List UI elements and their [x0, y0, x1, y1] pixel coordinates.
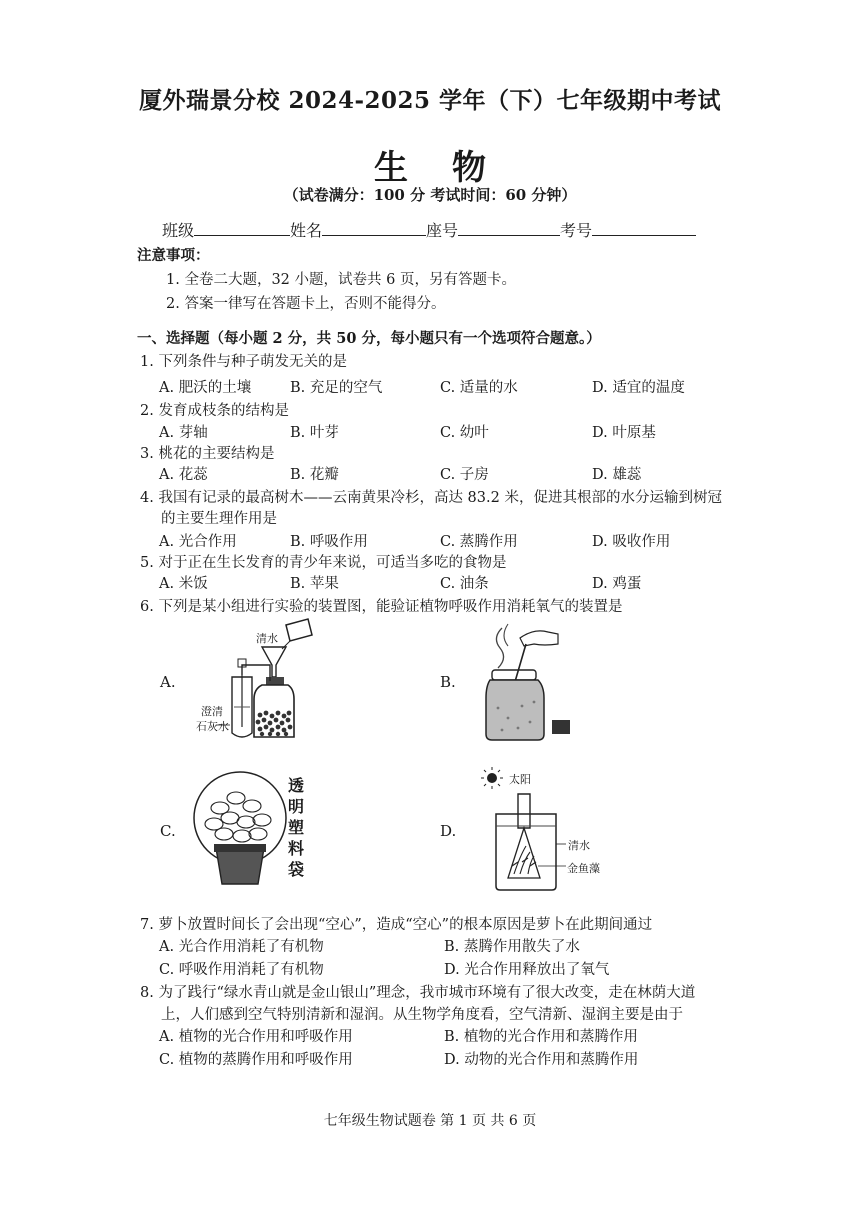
subject-title — [0, 140, 860, 189]
notice-item-1: 1. 全卷二大题，32 小题，试卷共 6 页，另有答题卡。 — [166, 272, 516, 288]
q2-option-d: D. 叶原基 — [592, 425, 656, 441]
exam-title: 厦外瑞景分校 2024-2025 学年（下）七年级期中考试 — [138, 87, 722, 114]
q1-option-a: A. 肥沃的土壤 — [159, 380, 252, 396]
q5-option-a: A. 米饭 — [159, 576, 208, 592]
notice-item-2: 2. 答案一律写在答题卡上，否则不能得分。 — [166, 296, 446, 312]
q2-option-b: B. 叶芽 — [290, 425, 339, 441]
figure-c-bag-char-2: 明 — [288, 797, 305, 816]
q7-option-d: D. 光合作用释放出了氧气 — [444, 962, 610, 978]
q3-option-b: B. 花瓣 — [290, 467, 339, 483]
q3-option-a: A. 花蕊 — [159, 467, 208, 483]
q5-option-d: D. 鸡蛋 — [592, 576, 642, 592]
q6-option-a-label: A. — [160, 673, 176, 691]
subject-char-1: 生 — [374, 148, 408, 188]
question-8-stem-continued: 上，人们感到空气特别清新和湿润。从生物学角度看，空气清新、湿润主要是由于 — [161, 1007, 683, 1023]
student-info-line — [162, 218, 696, 241]
q6-option-d-label: D. — [440, 822, 457, 840]
class-label: 班级 — [162, 221, 195, 240]
question-6-stem: 6. 下列是某小组进行实验的装置图，能验证植物呼吸作用消耗氧气的装置是 — [140, 599, 623, 615]
q4-option-a: A. 光合作用 — [159, 534, 237, 550]
exam-number-blank — [592, 221, 696, 236]
question-5-stem: 5. 对于正在生长发育的青少年来说，可适当多吃的食物是 — [140, 555, 507, 571]
class-blank — [194, 221, 290, 236]
q8-option-d: D. 动物的光合作用和蒸腾作用 — [444, 1052, 639, 1068]
q3-option-c: C. 子房 — [440, 467, 489, 483]
figure-d-sun-label: 太阳 — [509, 773, 531, 786]
figure-c-bag-char-3: 塑 — [288, 818, 305, 837]
seat-blank — [458, 221, 560, 236]
q1-option-d: D. 适宜的温度 — [592, 380, 685, 396]
q8-option-c: C. 植物的蒸腾作用和呼吸作用 — [159, 1052, 353, 1068]
page-footer: 七年级生物试题卷 第 1 页 共 6 页 — [323, 1113, 537, 1129]
q3-option-d: D. 雄蕊 — [592, 467, 642, 483]
figure-a-lime-label-2: 石灰水 — [196, 720, 229, 733]
figure-d-water-label: 清水 — [568, 839, 590, 852]
q8-option-a: A. 植物的光合作用和呼吸作用 — [159, 1029, 353, 1045]
name-blank — [322, 221, 426, 236]
question-1-stem: 1. 下列条件与种子萌发无关的是 — [140, 354, 347, 370]
figure-c-bag-char-5: 袋 — [288, 860, 305, 879]
q6-option-b-label: B. — [440, 673, 456, 691]
q2-option-c: C. 幼叶 — [440, 425, 489, 441]
q4-option-c: C. 蒸腾作用 — [440, 534, 518, 550]
q1-option-c: C. 适量的水 — [440, 380, 518, 396]
name-label: 姓名 — [290, 221, 323, 240]
q4-option-b: B. 呼吸作用 — [290, 534, 368, 550]
q7-option-b: B. 蒸腾作用散失了水 — [444, 939, 580, 955]
q8-option-b: B. 植物的光合作用和蒸腾作用 — [444, 1029, 638, 1045]
notice-heading: 注意事项： — [137, 247, 210, 264]
q5-option-b: B. 苹果 — [290, 576, 339, 592]
q5-option-c: C. 油条 — [440, 576, 489, 592]
q1-option-b: B. 充足的空气 — [290, 380, 383, 396]
q7-option-a: A. 光合作用消耗了有机物 — [159, 939, 324, 955]
q7-option-c: C. 呼吸作用消耗了有机物 — [159, 962, 324, 978]
q2-option-a: A. 芽轴 — [159, 425, 208, 441]
question-4-stem: 4. 我国有记录的最高树木——云南黄果冷杉，高达 83.2 米，促进其根部的水分运输到树冠 — [140, 490, 722, 506]
figure-d-plant-label: 金鱼藻 — [567, 862, 600, 875]
question-3-stem: 3. 桃花的主要结构是 — [140, 446, 275, 462]
exam-meta: （试卷满分：100 分 考试时间：60 分钟） — [283, 186, 577, 204]
subject-char-2: 物 — [452, 148, 486, 188]
q6-option-c-label: C. — [160, 822, 176, 840]
figure-b-jar-candle-apparatus — [478, 622, 578, 744]
figure-c-plant-bag-apparatus — [190, 768, 290, 890]
section-1-heading: 一、选择题（每小题 2 分，共 50 分，每小题只有一个选项符合题意。） — [137, 330, 601, 347]
exam-number-label: 考号 — [560, 221, 593, 240]
question-4-stem-continued: 的主要生理作用是 — [161, 511, 277, 527]
figure-c-bag-char-4: 料 — [288, 839, 305, 858]
figure-a-lime-label-1: 澄清 — [201, 705, 223, 718]
seat-label: 座号 — [426, 221, 459, 240]
q4-option-d: D. 吸收作用 — [592, 534, 671, 550]
figure-c-bag-char-1: 透 — [288, 776, 305, 795]
question-8-stem: 8. 为了践行“绿水青山就是金山银山”理念，我市城市环境有了很大改变，走在林荫大道 — [140, 985, 696, 1001]
figure-c-bag-label — [288, 775, 306, 880]
figure-a-water-label: 清水 — [256, 632, 278, 645]
question-7-stem: 7. 萝卜放置时间长了会出现“空心”，造成“空心”的根本原因是萝卜在此期间通过 — [140, 917, 653, 933]
question-2-stem: 2. 发育成枝条的结构是 — [140, 403, 289, 419]
